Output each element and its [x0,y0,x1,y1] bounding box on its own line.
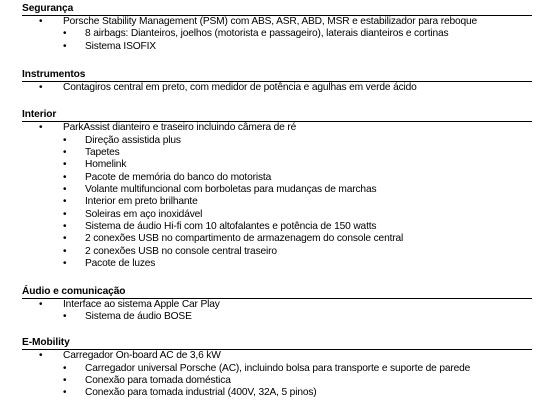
section-instrumentos [22,69,532,94]
bullet-icon: • [39,298,43,310]
list-item [22,311,532,323]
section-e-mobility [22,337,532,399]
bullet-icon: • [63,134,67,146]
list-item [22,387,532,399]
item-list [22,122,532,270]
list-item-text: 2 conexões USB no console central traseiro [85,245,277,257]
list-item-text: Volante multifuncional com borboletas para mudanças de marchas [85,184,377,196]
list-item-text: Pacote de memória do banco do motorista [85,171,272,183]
bullet-icon: • [63,208,67,220]
bullet-icon: • [39,82,43,94]
list-item [22,135,532,147]
list-item-text: Interface ao sistema Apple Car Play [63,298,220,310]
list-item [22,246,532,258]
bullet-icon: • [63,258,67,270]
section-audio-comunicacao [22,286,532,324]
section-title: Segurança [22,3,74,14]
list-item-text: Soleiras em aço inoxidável [85,208,203,220]
list-item [22,184,532,196]
list-item-text: Sistema ISOFIX [85,40,156,52]
list-item-text: 8 airbags: Dianteiros, joelhos (motorista e passageiro), laterais dianteiros e cortinas [85,28,449,40]
list-item [22,363,532,375]
list-item-text: Porsche Stability Management (PSM) com ABS, ASR, ABD, MSR e estabilizador para reboque [63,16,478,27]
bullet-icon: • [63,221,67,233]
bullet-icon: • [63,233,67,245]
list-item-text: Interior em preto brilhante [85,196,198,208]
bullet-icon: • [63,362,67,374]
bullet-icon: • [63,387,67,399]
bullet-icon: • [63,310,67,322]
bullet-icon: • [63,40,67,52]
list-item-text: Sistema de áudio BOSE [85,310,192,322]
section-seguranca [22,3,532,53]
list-item [22,221,532,233]
list-item [22,258,532,270]
list-item [22,233,532,245]
list-item [22,350,532,362]
bullet-icon: • [63,28,67,40]
list-item [22,147,532,159]
list-item [22,28,532,40]
list-item-text: ParkAssist dianteiro e traseiro incluindo câmera de ré [63,122,297,134]
bullet-icon: • [39,122,43,134]
item-list [22,299,532,324]
list-item-text: Sistema de áudio Hi-fi com 10 altofalantes e potência de 150 watts [85,221,377,233]
list-item-text: Conexão para tomada doméstica [85,374,231,386]
section-interior [22,109,532,270]
section-title: Áudio e comunicação [22,285,126,297]
section-title: Instrumentos [22,69,86,81]
bullet-icon: • [63,184,67,196]
list-item [22,375,532,387]
section-title: Interior [22,109,57,121]
bullet-icon: • [63,147,67,159]
bullet-icon: • [63,374,67,386]
list-item-text: Tapetes [85,147,120,159]
list-item-text: Pacote de luzes [85,258,156,270]
section-title: E-Mobility [22,337,70,349]
list-item [22,16,532,28]
list-item [22,209,532,221]
list-item [22,299,532,311]
list-item [22,159,532,171]
list-item [22,172,532,184]
list-item-text: 2 conexões USB no compartimento de armazenagem do console central [85,233,404,245]
bullet-icon: • [63,171,67,183]
bullet-icon: • [63,159,67,171]
spec-document [0,3,552,417]
list-item [22,122,532,134]
list-item-text: Carregador universal Porsche (AC), incluindo bolsa para transporte e suporte de parede [85,362,471,374]
item-list [22,82,532,94]
list-item [22,41,532,53]
item-list [22,350,532,399]
list-item [22,196,532,208]
list-item-text: Carregador On-board AC de 3,6 kW [63,350,221,362]
list-item-text: Contagiros central em preto, com medidor de potência e agulhas em verde ácido [63,82,417,94]
bullet-icon: • [39,16,43,27]
bullet-icon: • [39,350,43,362]
list-item [22,82,532,94]
list-item-text: Homelink [85,159,127,171]
bullet-icon: • [63,196,67,208]
list-item-text: Conexão para tomada industrial (400V, 32A, 5 pinos) [85,387,317,399]
bullet-icon: • [63,245,67,257]
item-list [22,16,532,53]
list-item-text: Direção assistida plus [85,134,181,146]
